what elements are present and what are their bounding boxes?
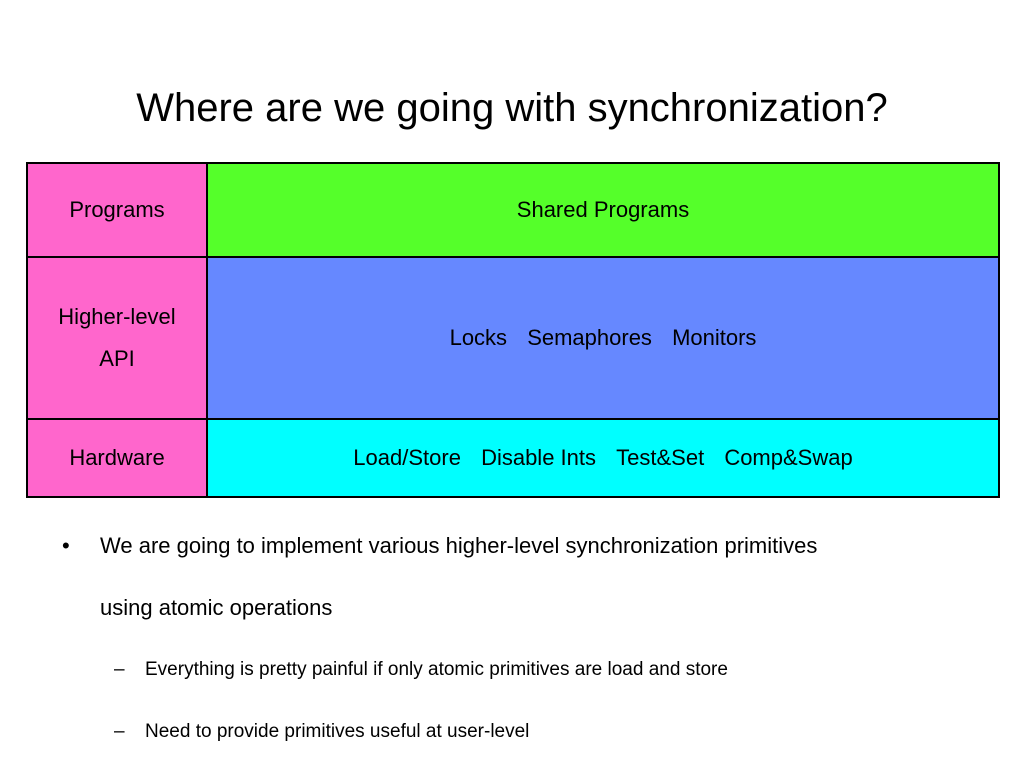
- layer-content-hardware: [207, 419, 999, 497]
- layer-content-programs: [207, 163, 999, 257]
- bullet-item: [62, 515, 982, 639]
- bullet-marker: •: [62, 533, 70, 558]
- layer-row-hardware: [27, 419, 999, 497]
- layer-label-line: API: [99, 346, 135, 371]
- slide-title: Where are we going with synchronization?: [136, 86, 888, 130]
- bullet-text-line: We are going to implement various higher-level synchronization primitives: [100, 533, 818, 558]
- layer-item: Comp&Swap: [724, 445, 853, 470]
- layer-item: Monitors: [672, 325, 757, 350]
- abstraction-layer-table: [26, 162, 1000, 498]
- bullet-text-line: using atomic operations: [100, 595, 333, 620]
- sub-bullet-item: [62, 639, 982, 701]
- layer-row-programs: [27, 163, 999, 257]
- sub-bullet-item: [62, 701, 982, 763]
- layer-item: Semaphores: [527, 325, 652, 350]
- layer-row-api: [27, 257, 999, 419]
- sub-bullet-text: Everything is pretty painful if only atomic primitives are load and store: [145, 659, 728, 680]
- layer-label-hardware: Hardware: [27, 419, 207, 497]
- layer-item: Load/Store: [353, 445, 461, 470]
- bullet-list: [62, 515, 982, 763]
- layer-item: Shared Programs: [516, 197, 690, 222]
- sub-bullet-marker: –: [114, 721, 125, 742]
- sub-bullet-marker: –: [114, 659, 125, 680]
- layer-item: Locks: [449, 325, 508, 350]
- layer-label-line: Higher-level: [58, 304, 176, 329]
- layer-label-api: [27, 257, 207, 419]
- layer-content-api: [207, 257, 999, 419]
- layer-item: Disable Ints: [481, 445, 597, 470]
- sub-bullet-text: Need to provide primitives useful at user-level: [145, 721, 530, 742]
- layer-item: Test&Set: [616, 445, 705, 470]
- layer-label-programs: Programs: [27, 163, 207, 257]
